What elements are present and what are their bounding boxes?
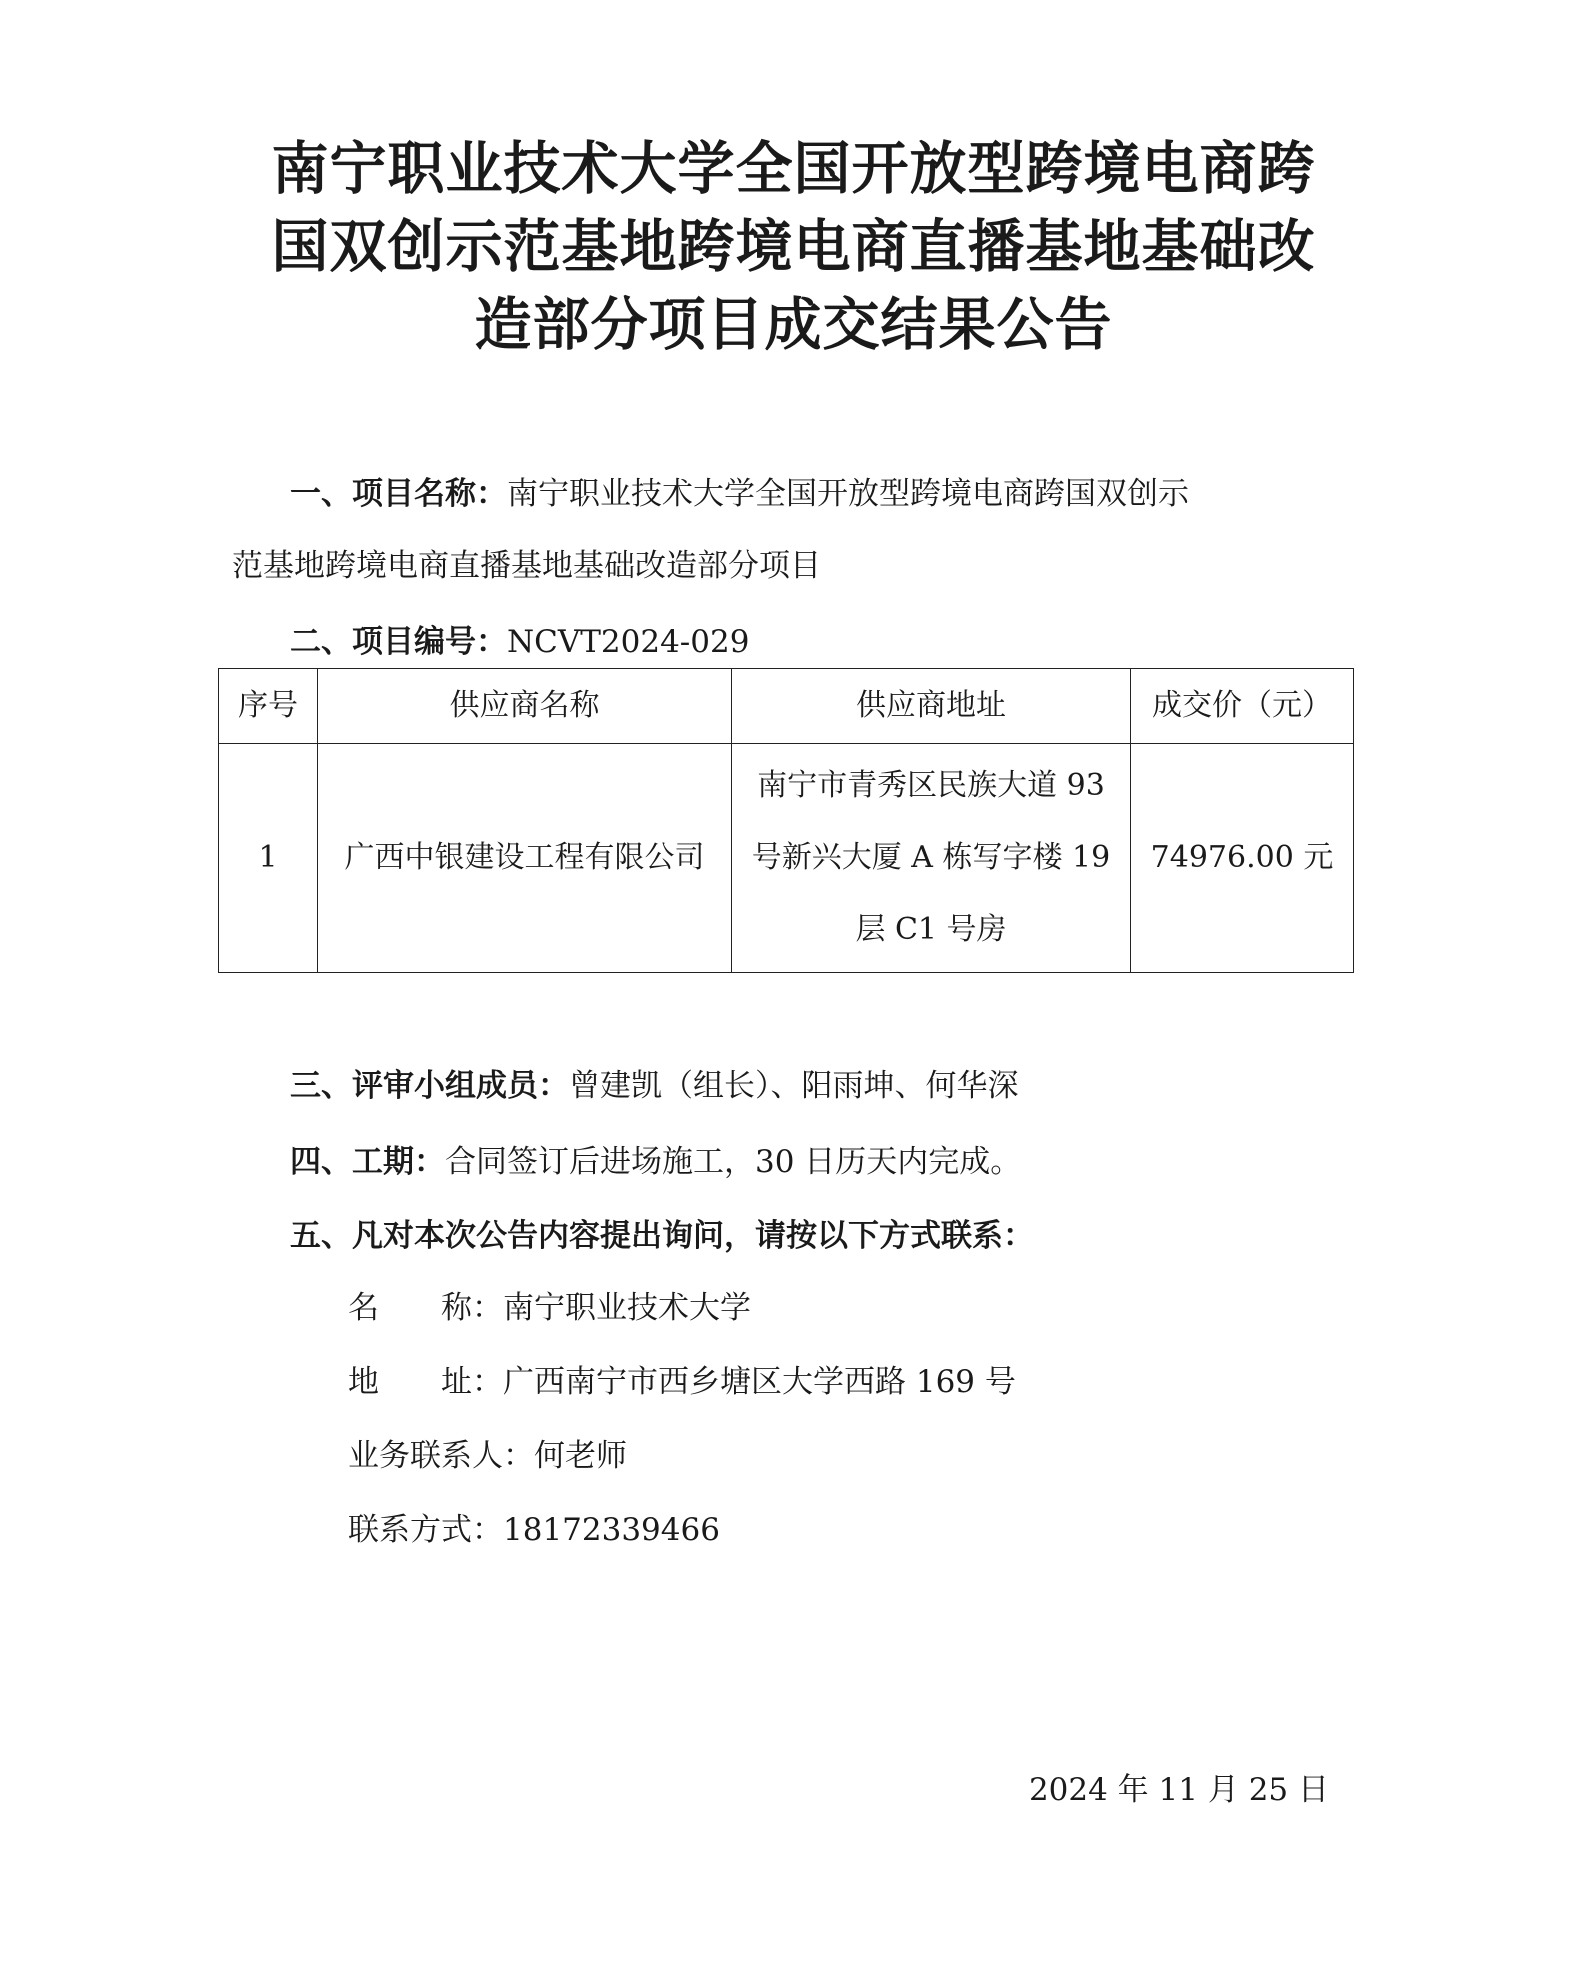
contact-name-line	[348, 1288, 751, 1328]
panel-members-line	[290, 1066, 1019, 1106]
result-table	[218, 668, 1354, 973]
contact-name-value: 南宁职业技术大学	[503, 1290, 751, 1326]
contact-person-value: 何老师	[534, 1438, 627, 1474]
project-name-line-2: 范基地跨境电商直播基地基础改造部分项目	[232, 548, 821, 584]
project-name-line-1	[290, 474, 1189, 514]
contact-name-key: 名 称：	[348, 1290, 503, 1326]
contact-address-value: 广西南宁市西乡塘区大学西路 169 号	[503, 1364, 1016, 1400]
contact-phone-line	[348, 1510, 720, 1550]
table-row	[219, 744, 1354, 973]
duration-value: 合同签订后进场施工，30 日历天内完成。	[445, 1144, 1022, 1180]
inquiry-label: 五、凡对本次公告内容提出询问，请按以下方式联系：	[290, 1218, 1034, 1254]
cell-supplier-name: 广西中银建设工程有限公司	[318, 744, 732, 973]
duration-label: 四、工期：	[290, 1144, 445, 1180]
header-serial: 序号	[219, 669, 318, 744]
duration-line	[290, 1142, 1021, 1182]
project-number-label: 二、项目编号：	[290, 624, 507, 660]
title-line-2: 国双创示范基地跨境电商直播基地基础改	[271, 213, 1316, 280]
header-supplier-name: 供应商名称	[318, 669, 732, 744]
title-line-3: 造部分项目成交结果公告	[474, 291, 1113, 358]
contact-phone-key: 联系方式：	[348, 1512, 503, 1548]
header-supplier-address: 供应商地址	[732, 669, 1131, 744]
address-line-2: 号新兴大厦 A 栋写字楼 19	[751, 840, 1111, 875]
contact-person-line	[348, 1436, 627, 1476]
panel-members-value: 曾建凯（组长）、阳雨坤、何华深	[569, 1068, 1019, 1104]
project-number-line	[290, 622, 749, 662]
header-price: 成交价（元）	[1131, 669, 1354, 744]
project-number-value: NCVT2024-029	[507, 624, 750, 660]
contact-address-line	[348, 1362, 1016, 1402]
address-line-1: 南宁市青秀区民族大道 93	[757, 768, 1105, 803]
cell-price: 74976.00 元	[1131, 744, 1354, 973]
panel-members-label: 三、评审小组成员：	[290, 1068, 569, 1104]
project-name-label: 一、项目名称：	[290, 476, 507, 512]
cell-supplier-address	[732, 744, 1131, 973]
contact-person-key: 业务联系人：	[348, 1438, 534, 1474]
title-line-1: 南宁职业技术大学全国开放型跨境电商跨	[271, 135, 1316, 202]
table-header-row	[219, 669, 1354, 744]
cell-serial: 1	[219, 744, 318, 973]
announcement-date: 2024 年 11 月 25 日	[1028, 1772, 1329, 1808]
project-name-value: 南宁职业技术大学全国开放型跨境电商跨国双创示	[507, 476, 1189, 512]
address-line-3: 层 C1 号房	[855, 912, 1007, 947]
inquiry-line	[290, 1216, 1034, 1256]
contact-address-key: 地 址：	[348, 1364, 503, 1400]
contact-phone-value: 18172339466	[503, 1512, 720, 1548]
document-title	[180, 130, 1407, 364]
